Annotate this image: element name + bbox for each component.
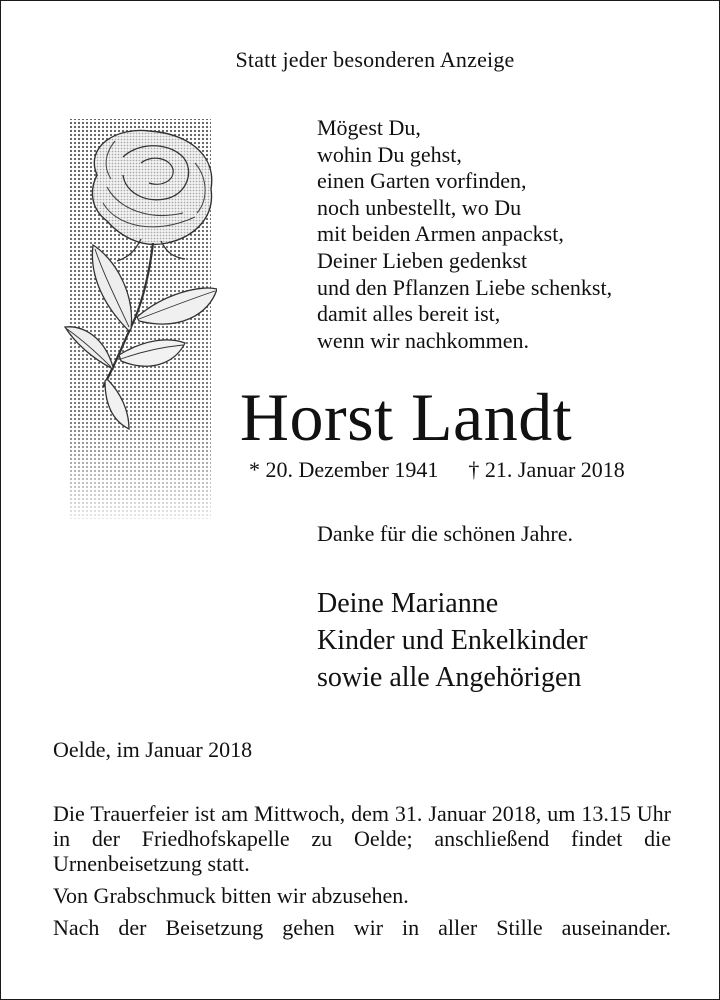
life-dates [249, 457, 625, 483]
place-date: Oelde, im Januar 2018 [53, 737, 253, 762]
poem-line: und den Pflanzen Liebe schenkst, [317, 274, 613, 300]
thanks-line: Danke für die schönen Jahre. [317, 521, 573, 546]
rose-illustration [45, 117, 217, 521]
poem-line: Mögest Du, [317, 115, 421, 140]
birth-date: * 20. Dezember 1941 [249, 457, 439, 482]
poem-line: einen Garten vorfinden, [317, 168, 527, 194]
header-line: Statt jeder besonderen Anzeige [235, 47, 515, 72]
poem-line: wenn wir nachkommen. [317, 327, 529, 353]
poem [317, 115, 612, 354]
deceased-name: Horst Landt [239, 379, 573, 455]
death-date: † 21. Januar 2018 [468, 457, 625, 482]
info-paragraph: Die Trauerfeier ist am Mittwoch, dem 31. Januar 2018, um 13.15 Uhr in der Friedhofskapelle zu Oelde; anschließend findet die Urnenbeisetzung statt. [53, 801, 671, 876]
info-paragraph: Nach der Beisetzung gehen wir in aller Stille auseinander. [53, 915, 671, 940]
mourner-line: Deine Marianne [317, 588, 499, 619]
poem-line: mit beiden Armen anpackst, [317, 221, 564, 247]
mourner-line: sowie alle Angehörigen [317, 662, 582, 693]
mourners [317, 585, 588, 696]
info-paragraph: Von Grabschmuck bitten wir abzusehen. [53, 883, 409, 908]
poem-line: noch unbestellt, wo Du [317, 194, 522, 220]
poem-line: wohin Du gehst, [317, 141, 462, 167]
poem-line: Deiner Lieben gedenkst [317, 247, 528, 273]
funeral-info [53, 801, 671, 947]
poem-line: damit alles bereit ist, [317, 301, 501, 327]
mourner-line: Kinder und Enkelkinder [317, 625, 588, 656]
